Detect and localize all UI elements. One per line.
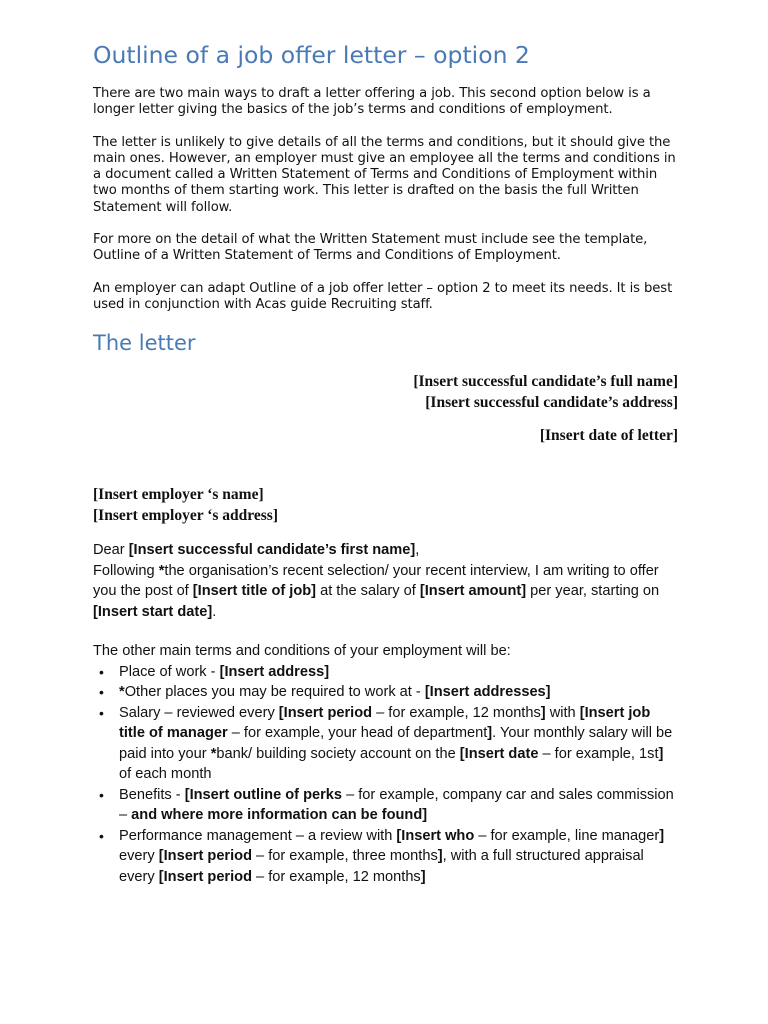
term-placeholder: and where more information can be found]: [131, 807, 428, 824]
term-placeholder: ]: [420, 868, 426, 885]
term-text: . Your monthly salary will be paid into your: [119, 725, 673, 762]
term-text: Benefits -: [119, 786, 185, 803]
terms-intro: The other main terms and conditions of your employment will be:: [93, 643, 511, 660]
opening-text: Following: [93, 562, 159, 579]
list-item: [99, 682, 678, 703]
term-placeholder: [Insert period: [158, 848, 252, 865]
salutation-dear: Dear: [93, 542, 129, 559]
term-text: – for example, your head of department: [227, 725, 488, 742]
list-item: [99, 785, 678, 826]
term-placeholder: ]: [487, 725, 493, 742]
term-text: – for example, 1st: [538, 745, 659, 762]
term-placeholder: ]: [437, 848, 443, 865]
term-text: Performance management – a review with: [119, 827, 397, 844]
intro-paragraph-4: An employer can adapt Outline of a job offer letter – option 2 to meet its needs. It is best used in conjunction with Acas guide Recruiting staff.: [93, 280, 673, 312]
employer-block: [93, 484, 678, 526]
term-text: bank/ building society account on the: [216, 745, 460, 762]
letter-date: [Insert date of letter]: [539, 427, 678, 445]
salutation-name: [Insert successful candidate’s first name]: [128, 542, 416, 559]
bullet-icon: •: [99, 786, 104, 803]
salutation-comma: ,: [415, 542, 420, 559]
term-placeholder: ]: [659, 827, 665, 844]
term-text: – for example, company car and sales commission –: [119, 786, 674, 824]
optional-marker: *: [158, 562, 165, 579]
term-text: – for example, 12 months: [252, 868, 421, 885]
term-text: – for example, line manager: [474, 827, 660, 844]
letter-body: [93, 540, 678, 887]
opening-text: per year, starting on: [526, 583, 660, 600]
salary-amount-placeholder: [Insert amount]: [419, 583, 527, 600]
term-text: every: [119, 848, 159, 865]
employer-address: [Insert employer ‘s address]: [93, 507, 278, 525]
bullet-icon: •: [99, 827, 104, 844]
term-text: Other places you may be required to work at -: [124, 684, 425, 701]
list-item: [99, 826, 678, 888]
bullet-icon: •: [99, 704, 104, 721]
term-placeholder: [Insert period: [158, 868, 252, 885]
opening-text: .: [212, 603, 217, 620]
optional-marker: *: [210, 745, 217, 762]
term-text: , with a full structured appraisal every: [119, 848, 644, 885]
term-text: Salary – reviewed every: [119, 704, 279, 721]
terms-list: [93, 662, 678, 888]
term-placeholder: ]: [540, 704, 546, 721]
recipient-name: [Insert successful candidate’s full name]: [413, 373, 678, 391]
term-text: – for example, 12 months: [372, 704, 541, 721]
list-item: [99, 703, 678, 785]
term-text: Place of work -: [119, 663, 220, 680]
term-text: of each month: [119, 766, 212, 783]
term-text: with: [545, 704, 580, 721]
opening-text: at the salary of: [316, 583, 420, 600]
term-placeholder: [Insert outline of perks: [184, 786, 343, 803]
term-placeholder: [Insert period: [278, 704, 373, 721]
employer-name: [Insert employer ‘s name]: [93, 486, 264, 504]
bullet-icon: •: [99, 663, 104, 680]
opening-paragraph: [93, 561, 678, 623]
document-title: Outline of a job offer letter – option 2: [93, 41, 530, 69]
intro-paragraph-2: The letter is unlikely to give details of all the terms and conditions, but it should give the main ones. However, an employer must give an employee all the terms and conditions in a document called a Written Statement of Terms and Conditions of Employment within two months of them starting work. This letter is drafted on the basis the full Written Statement will follow.: [93, 134, 676, 215]
term-text: – for example, three months: [252, 848, 438, 865]
intro-paragraph-1: There are two main ways to draft a letter offering a job. This second option below is a longer letter giving the basics of the job’s terms and conditions of employment.: [93, 86, 651, 118]
document-page: [93, 40, 678, 887]
intro-section: [93, 86, 678, 313]
list-item: [99, 662, 678, 683]
term-placeholder: [Insert who: [396, 827, 475, 844]
opening-text: the organisation’s recent selection/ your recent interview, I am writing to offer you the post of: [93, 562, 659, 600]
recipient-address: [Insert successful candidate’s address]: [425, 394, 678, 412]
recipient-block: [93, 371, 678, 446]
term-placeholder: ]: [658, 745, 664, 762]
job-title-placeholder: [Insert title of job]: [192, 583, 317, 600]
optional-marker: *: [119, 684, 125, 701]
term-placeholder: [Insert job title of manager: [119, 704, 651, 742]
bullet-icon: •: [99, 684, 104, 701]
salutation: [93, 540, 678, 561]
term-placeholder: [Insert address]: [219, 663, 330, 680]
term-placeholder: [Insert date: [459, 745, 539, 762]
start-date-placeholder: [Insert start date]: [93, 603, 213, 620]
letter-heading: The letter: [93, 331, 196, 356]
intro-paragraph-3: For more on the detail of what the Written Statement must include see the template, Outline of a Written Statement of Terms and Conditions of Employment.: [93, 232, 648, 264]
term-placeholder: [Insert addresses]: [424, 684, 551, 701]
